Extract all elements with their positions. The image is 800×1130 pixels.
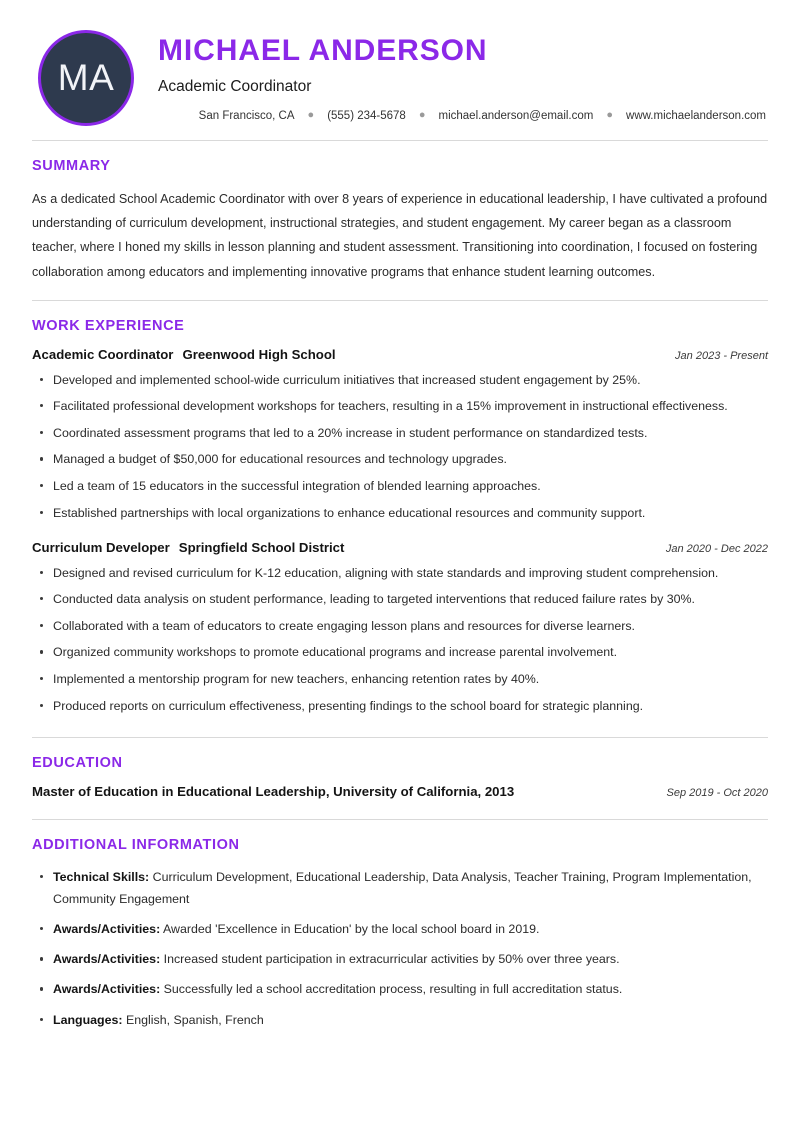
section-title-additional-information: ADDITIONAL INFORMATION (32, 837, 240, 854)
item-value: Awarded 'Excellence in Education' by the local school board in 2019. (162, 922, 540, 937)
work-entry-bullets (32, 369, 768, 524)
item-label: Technical Skills: (53, 870, 150, 885)
work-entry-company: Greenwood High School (182, 346, 336, 362)
section-summary (32, 141, 768, 300)
item-label: Awards/Activities: (53, 922, 161, 937)
header-job-title: Academic Coordinator (158, 77, 312, 95)
item-label: Awards/Activities: (53, 982, 161, 997)
contact-website[interactable]: www.michaelanderson.com (626, 109, 766, 122)
item-value: English, Spanish, French (126, 1012, 264, 1027)
avatar (38, 30, 134, 126)
work-entry-bullets (32, 562, 768, 717)
list-item: Led a team of 15 educators in the successful integration of blended learning approaches. (32, 475, 768, 497)
list-item: Organized community workshops to promote educational programs and increase parental involvement. (32, 641, 768, 663)
work-entry-header (32, 347, 768, 362)
item-label: Awards/Activities: (53, 952, 161, 967)
work-entry-title-line (32, 540, 344, 555)
section-education (32, 738, 768, 819)
list-item: Coordinated assessment programs that led to a 20% increase in student performance on standardized tests. (32, 422, 768, 444)
work-entry-role: Curriculum Developer (32, 539, 170, 555)
list-item: Implemented a mentorship program for new teachers, enhancing retention rates by 40%. (32, 668, 768, 690)
section-title-education: EDUCATION (32, 755, 123, 772)
work-entry-header (32, 540, 768, 555)
list-item: Conducted data analysis on student performance, leading to targeted interventions that reduced failure rates by 30%. (32, 588, 768, 610)
page-title: MICHAEL ANDERSON (158, 34, 488, 67)
section-title-work-experience: WORK EXPERIENCE (32, 317, 185, 334)
contact-separator-icon: ● (418, 109, 426, 121)
list-item: Managed a budget of $50,000 for educational resources and technology upgrades. (32, 448, 768, 470)
work-entry-company: Springfield School District (178, 539, 345, 555)
contact-email[interactable]: michael.anderson@email.com (438, 109, 594, 122)
resume-header (32, 0, 768, 140)
contact-location: San Francisco, CA (198, 109, 295, 122)
list-item: Developed and implemented school-wide curriculum initiatives that increased student engagement by 25%. (32, 369, 768, 391)
work-entry-role: Academic Coordinator (32, 346, 174, 362)
list-item (32, 866, 768, 910)
item-value: Successfully led a school accreditation process, resulting in full accreditation status. (163, 982, 623, 997)
work-entry (32, 540, 768, 717)
list-item (32, 978, 768, 1000)
list-item: Produced reports on curriculum effectiveness, presenting findings to the school board for strategic planning. (32, 695, 768, 717)
avatar-initials: MA (57, 57, 115, 98)
work-entry-date: Jan 2023 - Present (675, 349, 768, 362)
list-item: Facilitated professional development workshops for teachers, resulting in a 15% improvement in instructional effectiveness. (32, 395, 768, 417)
education-date: Sep 2019 - Oct 2020 (666, 787, 768, 800)
section-title-summary: SUMMARY (32, 158, 111, 174)
education-entry (32, 784, 768, 799)
item-value: Curriculum Development, Educational Leadership, Data Analysis, Teacher Training, Program Implementation, Community Engagement (53, 870, 752, 907)
contact-separator-icon: ● (307, 109, 315, 121)
work-entry-date: Jan 2020 - Dec 2022 (665, 542, 768, 555)
education-degree: Master of Education in Educational Leadership, University of California, 2013 (32, 784, 515, 800)
section-work-experience (32, 301, 768, 737)
contact-phone[interactable]: (555) 234-5678 (327, 109, 406, 122)
work-entry (32, 347, 768, 524)
summary-text: As a dedicated School Academic Coordinator with over 8 years of experience in educational leadership, I have cultivated a profound understanding of curriculum development, instructional strategies, and student engagement. My career began as a classroom teacher, where I honed my skills in lesson planning and student assessment. Transitioning into coordination, I focused on fostering collaboration among educators and implementing innovative programs that enhance student learning outcomes. (32, 192, 768, 279)
list-item (32, 948, 768, 970)
item-label: Languages: (53, 1012, 123, 1027)
item-value: Increased student participation in extracurricular activities by 50% over three years. (163, 952, 620, 967)
list-item (32, 918, 768, 940)
list-item: Designed and revised curriculum for K-12 education, aligning with state standards and improving student comprehension. (32, 562, 768, 584)
education-entry-header (32, 784, 768, 799)
header-text-block (134, 26, 768, 122)
list-item: Established partnerships with local organizations to enhance educational resources and community support. (32, 502, 768, 524)
list-item (32, 1009, 768, 1031)
contact-separator-icon: ● (606, 109, 614, 121)
section-additional-information (32, 820, 768, 1054)
work-entry-title-line (32, 347, 336, 362)
additional-information-list (32, 866, 768, 1030)
contact-row (158, 110, 768, 122)
list-item: Collaborated with a team of educators to create engaging lesson plans and resources for diverse learners. (32, 615, 768, 637)
